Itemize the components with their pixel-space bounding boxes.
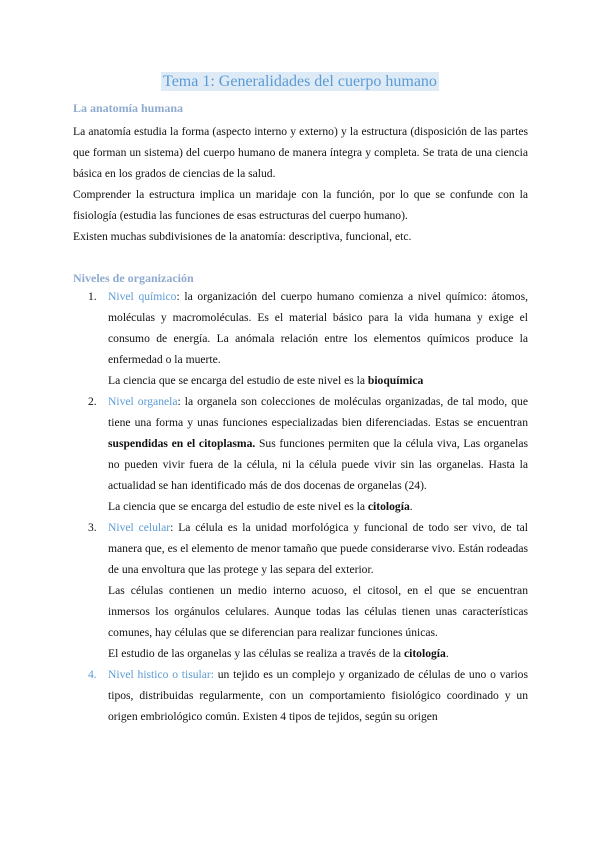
list-item [73, 664, 528, 727]
page-title [0, 73, 600, 91]
section-heading-anatomia: La anatomía humana [73, 101, 184, 115]
section-body-anatomia [73, 121, 528, 247]
science-line: La ciencia que se encarga del estudio de este nivel es la bioquímica [108, 374, 424, 387]
science-line: El estudio de las organelas y las células se realiza a través de la citología. [108, 647, 449, 660]
science-line: La ciencia que se encarga del estudio de este nivel es la citología. [108, 500, 413, 513]
level-name: Nivel celular [108, 521, 171, 534]
science-name: bioquímica [367, 374, 424, 387]
level-name: Nivel organela [108, 395, 178, 408]
science-name: citología [403, 647, 446, 660]
paragraph: Comprender la estructura implica un maridaje con la función, por lo que se confunde con la fisiología (estudia las funciones de esas estructuras del cuerpo humano). [73, 188, 528, 222]
paragraph: La anatomía estudia la forma (aspecto interno y externo) y la estructura (disposición de las partes que forman un sistema) del cuerpo humano de manera íntegra y completa. Se trata de una ciencia básica en los grados de ciencias de la salud. [73, 125, 528, 180]
list-number: 3. [88, 521, 97, 534]
level-description: : la organización del cuerpo humano comienza a nivel químico: átomos, moléculas y macromoléculas. Es el material básico para la vida humana y exige el consumo de energía. La anómala relación entre los elementos químicos produce la enfermedad o la muerte. [108, 290, 528, 366]
list-number: 4. [88, 668, 97, 681]
list-item-text: Nivel histico o tisular: un tejido es un complejo y organizado de células de uno o varios tipos, distribuidas regularmente, con un comportamiento fisiológico coordinado y un origen embriológico común. Existen 4 tipos de tejidos, según su origen [108, 668, 528, 723]
level-name: Nivel químico [108, 290, 177, 303]
list-item [73, 286, 528, 391]
list-item [73, 391, 528, 517]
list-number: 1. [88, 290, 97, 303]
page-title-text: Tema 1: Generalidades del cuerpo humano [163, 73, 437, 90]
bold-phrase: suspendidas en el citoplasma. [108, 437, 256, 450]
level-name: Nivel histico o tisular: [108, 668, 214, 681]
list-item-text [108, 286, 528, 370]
list-item [73, 517, 528, 664]
science-name: citología [367, 500, 410, 513]
section-heading-niveles: Niveles de organización [73, 271, 194, 285]
list-item-text: Nivel organela: la organela son colecciones de moléculas organizadas, de tal modo, que tiene una forma y unas funciones especializadas bien diferenciadas. Estas se encuentran suspendidas en el citoplasma. Sus funciones permiten que la célula viva, Las organelas no pueden vivir fuera de la célula, ni la célula puede vivir sin las organelas. Hasta la actualidad se han identificado más de dos docenas de organelas (24). [108, 395, 529, 492]
list-number: 2. [88, 395, 97, 408]
list-item-text: Nivel celular: La célula es la unidad morfológica y funcional de todo ser vivo, de tal manera que, es el elemento de menor tamaño que puede considerarse vivo. Están rodeadas de una envoltura que las protege y las separa del exterior. [108, 521, 528, 576]
levels-list [73, 286, 528, 727]
paragraph: Existen muchas subdivisiones de la anatomía: descriptiva, funcional, etc. [73, 230, 412, 243]
list-item-text: Las células contienen un medio interno acuoso, el citosol, en el que se encuentran inmersos los orgánulos celulares. Aunque todas las células tienen unas características comunes, hay células que se diferencian para realizar funciones únicas. [108, 584, 528, 639]
